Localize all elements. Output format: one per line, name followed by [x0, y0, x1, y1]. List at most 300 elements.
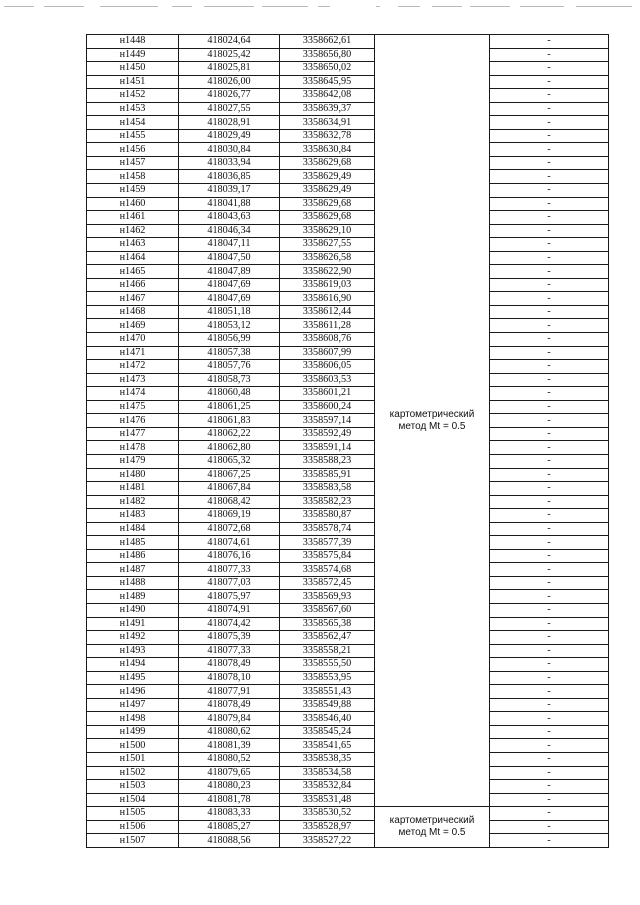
y-coordinate-cell: 3358562,47 [280, 631, 375, 645]
empty-dash-cell: - [490, 685, 609, 699]
table-row [87, 156, 609, 170]
y-coordinate-cell: 3358528,97 [280, 820, 375, 834]
y-coordinate-cell: 3358553,95 [280, 671, 375, 685]
table-row [87, 563, 609, 577]
point-name-cell: н1473 [87, 373, 179, 387]
empty-dash-cell: - [490, 251, 609, 265]
table-row [87, 454, 609, 468]
point-name-cell: н1490 [87, 603, 179, 617]
table-row [87, 739, 609, 753]
y-coordinate-cell: 3358603,53 [280, 373, 375, 387]
y-coordinate-cell: 3358569,93 [280, 590, 375, 604]
point-name-cell: н1463 [87, 238, 179, 252]
x-coordinate-cell: 418083,33 [179, 807, 280, 821]
point-name-cell: н1505 [87, 807, 179, 821]
x-coordinate-cell: 418068,42 [179, 495, 280, 509]
x-coordinate-cell: 418080,52 [179, 752, 280, 766]
point-name-cell: н1478 [87, 441, 179, 455]
y-coordinate-cell: 3358534,58 [280, 766, 375, 780]
point-name-cell: н1453 [87, 102, 179, 116]
x-coordinate-cell: 418058,73 [179, 373, 280, 387]
empty-dash-cell: - [490, 820, 609, 834]
table-row [87, 278, 609, 292]
point-name-cell: н1456 [87, 143, 179, 157]
empty-dash-cell: - [490, 129, 609, 143]
point-name-cell: н1500 [87, 739, 179, 753]
x-coordinate-cell: 418067,84 [179, 482, 280, 496]
point-name-cell: н1498 [87, 712, 179, 726]
table-row [87, 441, 609, 455]
empty-dash-cell: - [490, 590, 609, 604]
point-name-cell: н1480 [87, 468, 179, 482]
point-name-cell: н1487 [87, 563, 179, 577]
y-coordinate-cell: 3358592,49 [280, 427, 375, 441]
point-name-cell: н1466 [87, 278, 179, 292]
x-coordinate-cell: 418047,69 [179, 278, 280, 292]
x-coordinate-cell: 418072,68 [179, 522, 280, 536]
x-coordinate-cell: 418026,77 [179, 89, 280, 103]
table-row [87, 807, 609, 821]
y-coordinate-cell: 3358597,14 [280, 414, 375, 428]
empty-dash-cell: - [490, 752, 609, 766]
table-row [87, 211, 609, 225]
y-coordinate-cell: 3358567,60 [280, 603, 375, 617]
point-name-cell: н1488 [87, 576, 179, 590]
x-coordinate-cell: 418047,50 [179, 251, 280, 265]
point-name-cell: н1504 [87, 793, 179, 807]
y-coordinate-cell: 3358645,95 [280, 75, 375, 89]
empty-dash-cell: - [490, 671, 609, 685]
x-coordinate-cell: 418077,33 [179, 644, 280, 658]
y-coordinate-cell: 3358629,49 [280, 170, 375, 184]
table-row [87, 333, 609, 347]
table-row [87, 305, 609, 319]
y-coordinate-cell: 3358591,14 [280, 441, 375, 455]
point-name-cell: н1492 [87, 631, 179, 645]
table-row [87, 373, 609, 387]
point-name-cell: н1486 [87, 549, 179, 563]
empty-dash-cell: - [490, 725, 609, 739]
table-row [87, 35, 609, 49]
table-row [87, 671, 609, 685]
point-name-cell: н1469 [87, 319, 179, 333]
y-coordinate-cell: 3358558,21 [280, 644, 375, 658]
table-row [87, 603, 609, 617]
y-coordinate-cell: 3358582,23 [280, 495, 375, 509]
x-coordinate-cell: 418069,19 [179, 509, 280, 523]
empty-dash-cell: - [490, 400, 609, 414]
table-row [87, 238, 609, 252]
table-row [87, 400, 609, 414]
point-name-cell: н1459 [87, 184, 179, 198]
x-coordinate-cell: 418076,16 [179, 549, 280, 563]
point-name-cell: н1479 [87, 454, 179, 468]
empty-dash-cell: - [490, 387, 609, 401]
empty-dash-cell: - [490, 156, 609, 170]
x-coordinate-cell: 418067,25 [179, 468, 280, 482]
point-name-cell: н1470 [87, 333, 179, 347]
y-coordinate-cell: 3358632,78 [280, 129, 375, 143]
point-name-cell: н1461 [87, 211, 179, 225]
point-name-cell: н1485 [87, 536, 179, 550]
empty-dash-cell: - [490, 143, 609, 157]
empty-dash-cell: - [490, 658, 609, 672]
y-coordinate-cell: 3358545,24 [280, 725, 375, 739]
x-coordinate-cell: 418065,32 [179, 454, 280, 468]
point-name-cell: н1494 [87, 658, 179, 672]
point-name-cell: н1502 [87, 766, 179, 780]
empty-dash-cell: - [490, 536, 609, 550]
empty-dash-cell: - [490, 170, 609, 184]
y-coordinate-cell: 3358532,84 [280, 780, 375, 794]
x-coordinate-cell: 418078,10 [179, 671, 280, 685]
x-coordinate-cell: 418074,42 [179, 617, 280, 631]
empty-dash-cell: - [490, 766, 609, 780]
point-name-cell: н1489 [87, 590, 179, 604]
empty-dash-cell: - [490, 360, 609, 374]
y-coordinate-cell: 3358622,90 [280, 265, 375, 279]
point-name-cell: н1483 [87, 509, 179, 523]
y-coordinate-cell: 3358627,55 [280, 238, 375, 252]
x-coordinate-cell: 418081,39 [179, 739, 280, 753]
x-coordinate-cell: 418024,64 [179, 35, 280, 49]
point-name-cell: н1493 [87, 644, 179, 658]
point-name-cell: н1452 [87, 89, 179, 103]
table-row [87, 698, 609, 712]
point-name-cell: н1499 [87, 725, 179, 739]
empty-dash-cell: - [490, 739, 609, 753]
point-name-cell: н1503 [87, 780, 179, 794]
empty-dash-cell: - [490, 373, 609, 387]
table-row [87, 766, 609, 780]
empty-dash-cell: - [490, 603, 609, 617]
x-coordinate-cell: 418033,94 [179, 156, 280, 170]
y-coordinate-cell: 3358619,03 [280, 278, 375, 292]
table-row [87, 48, 609, 62]
point-name-cell: н1468 [87, 305, 179, 319]
point-name-cell: н1477 [87, 427, 179, 441]
table-row [87, 184, 609, 198]
empty-dash-cell: - [490, 75, 609, 89]
empty-dash-cell: - [490, 509, 609, 523]
table-row [87, 725, 609, 739]
x-coordinate-cell: 418080,23 [179, 780, 280, 794]
y-coordinate-cell: 3358578,74 [280, 522, 375, 536]
y-coordinate-cell: 3358616,90 [280, 292, 375, 306]
point-name-cell: н1457 [87, 156, 179, 170]
table-row [87, 468, 609, 482]
table-row [87, 143, 609, 157]
table-row [87, 793, 609, 807]
empty-dash-cell: - [490, 617, 609, 631]
y-coordinate-cell: 3358639,37 [280, 102, 375, 116]
y-coordinate-cell: 3358538,35 [280, 752, 375, 766]
method-cell: картометрический метод Mt = 0.5 [375, 35, 490, 807]
x-coordinate-cell: 418025,42 [179, 48, 280, 62]
table-row [87, 536, 609, 550]
point-name-cell: н1481 [87, 482, 179, 496]
y-coordinate-cell: 3358662,61 [280, 35, 375, 49]
empty-dash-cell: - [490, 238, 609, 252]
x-coordinate-cell: 418039,17 [179, 184, 280, 198]
table-row [87, 820, 609, 834]
y-coordinate-cell: 3358629,68 [280, 156, 375, 170]
table-row [87, 495, 609, 509]
point-name-cell: н1482 [87, 495, 179, 509]
x-coordinate-cell: 418057,38 [179, 346, 280, 360]
empty-dash-cell: - [490, 631, 609, 645]
y-coordinate-cell: 3358612,44 [280, 305, 375, 319]
x-coordinate-cell: 418041,88 [179, 197, 280, 211]
x-coordinate-cell: 418046,34 [179, 224, 280, 238]
table-row [87, 658, 609, 672]
x-coordinate-cell: 418030,84 [179, 143, 280, 157]
x-coordinate-cell: 418053,12 [179, 319, 280, 333]
empty-dash-cell: - [490, 454, 609, 468]
x-coordinate-cell: 418060,48 [179, 387, 280, 401]
x-coordinate-cell: 418085,27 [179, 820, 280, 834]
x-coordinate-cell: 418047,89 [179, 265, 280, 279]
point-name-cell: н1484 [87, 522, 179, 536]
empty-dash-cell: - [490, 102, 609, 116]
y-coordinate-cell: 3358656,80 [280, 48, 375, 62]
x-coordinate-cell: 418077,03 [179, 576, 280, 590]
y-coordinate-cell: 3358541,65 [280, 739, 375, 753]
table-row [87, 482, 609, 496]
table-row [87, 834, 609, 848]
table-row [87, 617, 609, 631]
point-name-cell: н1454 [87, 116, 179, 130]
y-coordinate-cell: 3358572,45 [280, 576, 375, 590]
empty-dash-cell: - [490, 278, 609, 292]
y-coordinate-cell: 3358580,87 [280, 509, 375, 523]
y-coordinate-cell: 3358608,76 [280, 333, 375, 347]
empty-dash-cell: - [490, 807, 609, 821]
point-name-cell: н1451 [87, 75, 179, 89]
table-row [87, 346, 609, 360]
point-name-cell: н1506 [87, 820, 179, 834]
y-coordinate-cell: 3358642,08 [280, 89, 375, 103]
y-coordinate-cell: 3358531,48 [280, 793, 375, 807]
y-coordinate-cell: 3358551,43 [280, 685, 375, 699]
table-row [87, 129, 609, 143]
table-row [87, 360, 609, 374]
y-coordinate-cell: 3358630,84 [280, 143, 375, 157]
y-coordinate-cell: 3358629,68 [280, 197, 375, 211]
point-name-cell: н1491 [87, 617, 179, 631]
x-coordinate-cell: 418043,63 [179, 211, 280, 225]
table-row [87, 752, 609, 766]
empty-dash-cell: - [490, 563, 609, 577]
x-coordinate-cell: 418028,91 [179, 116, 280, 130]
point-name-cell: н1458 [87, 170, 179, 184]
point-name-cell: н1465 [87, 265, 179, 279]
empty-dash-cell: - [490, 549, 609, 563]
empty-dash-cell: - [490, 333, 609, 347]
x-coordinate-cell: 418074,61 [179, 536, 280, 550]
x-coordinate-cell: 418075,39 [179, 631, 280, 645]
point-name-cell: н1462 [87, 224, 179, 238]
y-coordinate-cell: 3358607,99 [280, 346, 375, 360]
empty-dash-cell: - [490, 211, 609, 225]
x-coordinate-cell: 418078,49 [179, 658, 280, 672]
table-row [87, 631, 609, 645]
y-coordinate-cell: 3358629,10 [280, 224, 375, 238]
x-coordinate-cell: 418061,83 [179, 414, 280, 428]
y-coordinate-cell: 3358530,52 [280, 807, 375, 821]
y-coordinate-cell: 3358611,28 [280, 319, 375, 333]
empty-dash-cell: - [490, 305, 609, 319]
point-name-cell: н1495 [87, 671, 179, 685]
table-row [87, 170, 609, 184]
empty-dash-cell: - [490, 644, 609, 658]
x-coordinate-cell: 418056,99 [179, 333, 280, 347]
empty-dash-cell: - [490, 184, 609, 198]
table-row [87, 251, 609, 265]
table-row [87, 89, 609, 103]
coordinates-table-body [87, 35, 609, 848]
table-row [87, 197, 609, 211]
point-name-cell: н1460 [87, 197, 179, 211]
x-coordinate-cell: 418029,49 [179, 129, 280, 143]
y-coordinate-cell: 3358634,91 [280, 116, 375, 130]
x-coordinate-cell: 418079,84 [179, 712, 280, 726]
x-coordinate-cell: 418077,33 [179, 563, 280, 577]
empty-dash-cell: - [490, 224, 609, 238]
table-row [87, 644, 609, 658]
y-coordinate-cell: 3358606,05 [280, 360, 375, 374]
point-name-cell: н1501 [87, 752, 179, 766]
x-coordinate-cell: 418077,91 [179, 685, 280, 699]
point-name-cell: н1507 [87, 834, 179, 848]
table-row [87, 265, 609, 279]
y-coordinate-cell: 3358601,21 [280, 387, 375, 401]
empty-dash-cell: - [490, 793, 609, 807]
table-row [87, 712, 609, 726]
point-name-cell: н1450 [87, 62, 179, 76]
empty-dash-cell: - [490, 319, 609, 333]
table-row [87, 387, 609, 401]
x-coordinate-cell: 418078,49 [179, 698, 280, 712]
empty-dash-cell: - [490, 495, 609, 509]
table-row [87, 576, 609, 590]
table-row [87, 509, 609, 523]
table-row [87, 102, 609, 116]
y-coordinate-cell: 3358588,23 [280, 454, 375, 468]
empty-dash-cell: - [490, 698, 609, 712]
y-coordinate-cell: 3358583,58 [280, 482, 375, 496]
method-cell: картометрический метод Mt = 0.5 [375, 807, 490, 848]
x-coordinate-cell: 418081,78 [179, 793, 280, 807]
empty-dash-cell: - [490, 482, 609, 496]
y-coordinate-cell: 3358600,24 [280, 400, 375, 414]
table-row [87, 62, 609, 76]
table-row [87, 116, 609, 130]
x-coordinate-cell: 418051,18 [179, 305, 280, 319]
empty-dash-cell: - [490, 441, 609, 455]
y-coordinate-cell: 3358574,68 [280, 563, 375, 577]
x-coordinate-cell: 418047,11 [179, 238, 280, 252]
table-row [87, 522, 609, 536]
table-row [87, 427, 609, 441]
x-coordinate-cell: 418062,80 [179, 441, 280, 455]
table-row [87, 319, 609, 333]
table-row [87, 224, 609, 238]
point-name-cell: н1449 [87, 48, 179, 62]
y-coordinate-cell: 3358555,50 [280, 658, 375, 672]
table-row [87, 414, 609, 428]
x-coordinate-cell: 418027,55 [179, 102, 280, 116]
empty-dash-cell: - [490, 265, 609, 279]
empty-dash-cell: - [490, 712, 609, 726]
empty-dash-cell: - [490, 468, 609, 482]
y-coordinate-cell: 3358546,40 [280, 712, 375, 726]
empty-dash-cell: - [490, 576, 609, 590]
empty-dash-cell: - [490, 780, 609, 794]
x-coordinate-cell: 418061,25 [179, 400, 280, 414]
point-name-cell: н1474 [87, 387, 179, 401]
y-coordinate-cell: 3358629,49 [280, 184, 375, 198]
x-coordinate-cell: 418088,56 [179, 834, 280, 848]
y-coordinate-cell: 3358527,22 [280, 834, 375, 848]
y-coordinate-cell: 3358549,88 [280, 698, 375, 712]
y-coordinate-cell: 3358565,38 [280, 617, 375, 631]
point-name-cell: н1475 [87, 400, 179, 414]
table-row [87, 780, 609, 794]
table-row [87, 685, 609, 699]
y-coordinate-cell: 3358577,39 [280, 536, 375, 550]
point-name-cell: н1471 [87, 346, 179, 360]
table-row [87, 75, 609, 89]
x-coordinate-cell: 418075,97 [179, 590, 280, 604]
x-coordinate-cell: 418026,00 [179, 75, 280, 89]
empty-dash-cell: - [490, 35, 609, 49]
table-row [87, 292, 609, 306]
empty-dash-cell: - [490, 62, 609, 76]
empty-dash-cell: - [490, 346, 609, 360]
y-coordinate-cell: 3358629,68 [280, 211, 375, 225]
point-name-cell: н1464 [87, 251, 179, 265]
point-name-cell: н1476 [87, 414, 179, 428]
point-name-cell: н1496 [87, 685, 179, 699]
y-coordinate-cell: 3358650,02 [280, 62, 375, 76]
table-row [87, 549, 609, 563]
empty-dash-cell: - [490, 414, 609, 428]
y-coordinate-cell: 3358585,91 [280, 468, 375, 482]
page-top-artifact [0, 0, 640, 12]
x-coordinate-cell: 418057,76 [179, 360, 280, 374]
table-row [87, 590, 609, 604]
x-coordinate-cell: 418080,62 [179, 725, 280, 739]
empty-dash-cell: - [490, 116, 609, 130]
x-coordinate-cell: 418074,91 [179, 603, 280, 617]
point-name-cell: н1448 [87, 35, 179, 49]
y-coordinate-cell: 3358626,58 [280, 251, 375, 265]
x-coordinate-cell: 418079,65 [179, 766, 280, 780]
empty-dash-cell: - [490, 522, 609, 536]
point-name-cell: н1467 [87, 292, 179, 306]
x-coordinate-cell: 418047,69 [179, 292, 280, 306]
empty-dash-cell: - [490, 197, 609, 211]
point-name-cell: н1497 [87, 698, 179, 712]
x-coordinate-cell: 418036,85 [179, 170, 280, 184]
coordinates-table [86, 34, 609, 848]
empty-dash-cell: - [490, 292, 609, 306]
y-coordinate-cell: 3358575,84 [280, 549, 375, 563]
point-name-cell: н1472 [87, 360, 179, 374]
empty-dash-cell: - [490, 89, 609, 103]
empty-dash-cell: - [490, 48, 609, 62]
